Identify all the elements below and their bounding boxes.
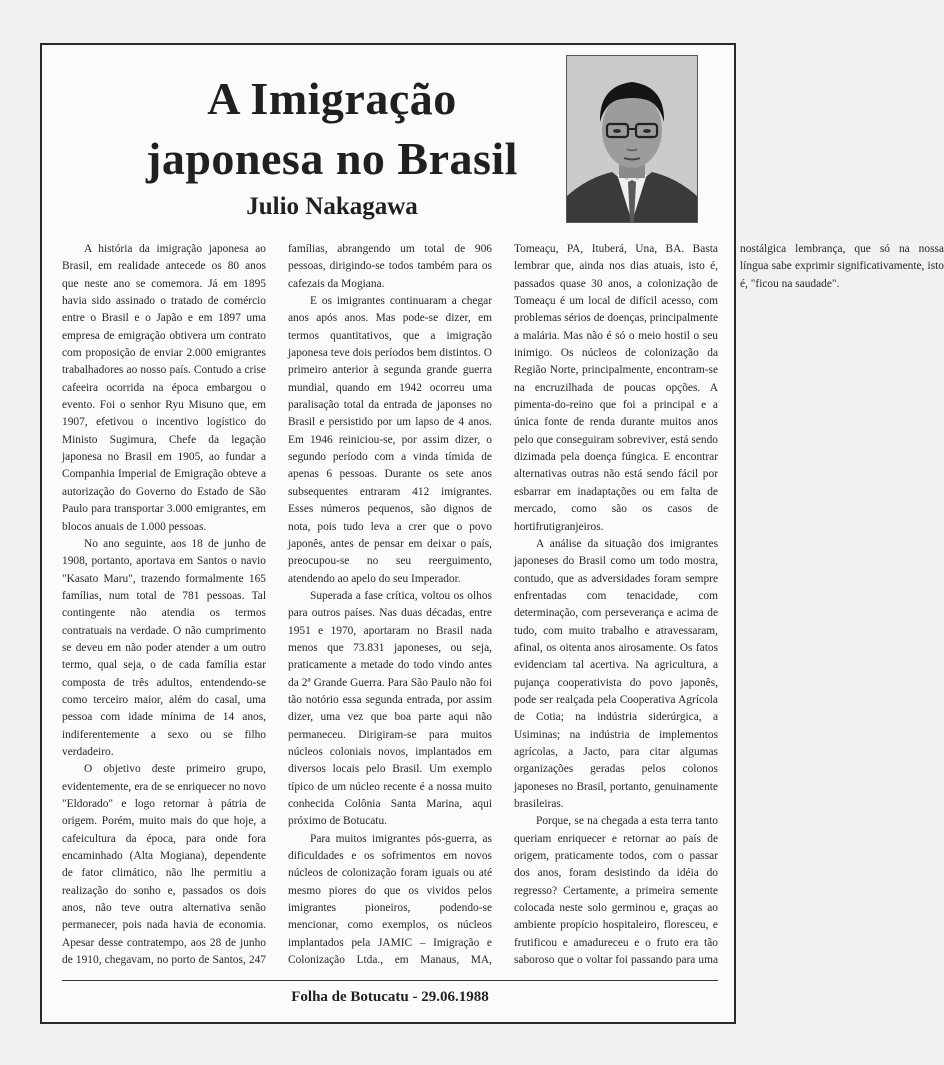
body-paragraph: O objetivo deste primeiro grupo, evidentemente, era de se enriquecer no novo "Eldorado" e logo retornar à pátria de origem. Porém, muito mais do que hoje, a cafeicultura da época, para onde fora encaminhado (Alta Mogiana), dependente de fator climático, não lhe permitiu a realização do sonho e, passados os dois anos, não teve outra alternativa senão permanecer, pois nada havia de economia. Apesar desse contratempo, aos 28 de junho de 1910, chegavam, no porto de Santos, 247 famílias, abrangendo um total de 906 pessoas, dirigindo-se todos também para os cafezais da Mogiana. (62, 243, 492, 967)
headline-line-1: A Imigração (207, 73, 457, 124)
body-paragraph: Superada a fase crítica, voltou os olhos para outros países. Nas duas décadas, entre 1951 e 1970, aportaram no Brasil nada menos que 73.831 japoneses, ou seja, praticamente a metade do todo vindo antes da 2ª Grande Guerra. Para São Paulo não foi tão notório essa segunda entrada, por assim dizer, uma vez que boa parte aqui não permaneceu. Dirigiram-se para muitos núcleos coloniais novos, implantados em diversos locais pelo Brasil. Um exemplo típico de um núcleo recente é a nossa muito conhecida Colônia Santa Marina, aqui próximo de Botucatu. (288, 589, 492, 828)
footer-divider (62, 980, 718, 981)
headline-line-2: japonesa no Brasil (146, 133, 518, 184)
author-name: Julio Nakagawa (246, 193, 418, 220)
article-body (62, 241, 944, 979)
title-block (82, 69, 582, 223)
body-paragraph: Para muitos imigrantes pós-guerra, as dificuldades e os sofrimentos em novos núcleos de colonização foram iguais ou até mesmo piores do que os vividos pelos imigrantes pioneiros, podendo-se mencionar, como exemplos, os núcleos implantados pela JAMIC – Imigração e Colonização Ltda., em Manaus, MA, Tomeaçu, PA, Ituberá, Una, BA. Basta lembrar que, ainda nos dias atuais, isto é, passados quase 30 anos, a colonização de Tomeaçu é um local de difícil acesso, com problemas sérios de doenças, principalmente a malária. Mas não é só o meio hostil o seu inimigo. Os núcleos de colonização da Região Norte, principalmente, encontram-se na encruzilhada de poucas opções. A pimenta-do-reino que foi a principal e a única fonte de renda durante muitos anos pelo que conseguiram sobreviver, está sendo dizimada pela doença fúngica. E encontrar alternativas outras não está sendo fácil por esbarrar em inadaptações ou em falta de mercado, como são os casos de hortifrutigranjeiros. (288, 243, 719, 967)
body-paragraph: E os imigrantes continuaram a chegar anos após anos. Mas pode-se dizer, em termos quantitativos, que a imigração japonesa teve dois períodos bem distintos. O primeiro anterior à segunda grande guerra mundial, quando em 1942 ocorreu uma paralisação total da entrada de japonses no Brasil e persistido por um lapso de 4 anos. Em 1946 reiniciou-se, por assim dizer, o segundo período com a vinda tímida de apenas 6 pessoas. Durante os sete anos subsequentes entraram 412 imigrantes. Esses números pequenos, são dignos de nota, pois tudo leva a crer que o povo japonês, antes de pensar em deixar o país, preocupou-se no seu reerguimento, atendendo ao apelo do seu Imperador. (288, 295, 492, 585)
author-photo (566, 55, 698, 223)
body-paragraph: A história da imigração japonesa ao Brasil, em realidade antecede os 80 anos que neste ano se comemora. Já em 1895 havia sido assinado o tratado de comércio entre o Brasil e o Japão e em 1897 uma empresa de emigração obtivera um contrato com proposição de enviar 2.000 emigrantes trabalhadores ao nosso país. Contudo a crise cafeeira ocorrida na época embargou o evento. Foi o senhor Ryu Misuno que, em 1907, efetivou o incentivo logístico do Ministo Sugimura, Chefe da legação japonesa no Brasil em 1905, ao fundar a Companhia Imperial de Emigração obteve a autorização do Governo do Estado de São Paulo para transportar 3.000 emigrantes, em blocos anuais de 1.000 pessoas. (62, 243, 266, 533)
body-paragraph: Porque, se na chegada a esta terra tanto queriam enriquecer e retornar ao país de origem, praticamente todos, com o passar dos anos, foram desistindo da idéia do regresso? Certamente, a primeira semente colocada neste solo germinou e, graças ao ambiente propício hospitaleiro, floresceu, e frutificou e amadureceu e o fruto era tão saboroso que o voltar foi passando para uma nostálgica lembrança, que só na nossa língua sabe exprimir significativamente, isto é, "ficou na saudade". (514, 243, 944, 967)
body-paragraph: No ano seguinte, aos 18 de junho de 1908, portanto, aportava em Santos o navio "Kasato Maru", trazendo formalmente 165 famílias, num total de 781 pessoas. Tal contingente não atendia os termos contratuais na verdade. O não cumprimento se deveu em não poder atender a um outro termo, qual seja, o de cada família estar composta de três adultos, entendendo-se como terceiro maior, além do casal, uma pessoa com idade mínima de 14 anos, indiferentemente a sexo ou se filho verdadeiro. (62, 537, 266, 758)
page-frame (40, 43, 944, 1024)
portrait-image (567, 56, 697, 222)
body-paragraph: A análise da situação dos imigrantes japoneses do Brasil como um todo mostra, contudo, que as adversidades foram sempre enfrentadas com tenacidade, com determinação, com perseverança e acima de tudo, com muito trabalho e atravessaram, afinal, os oitenta anos airosamente. Os fatos evidenciam tal acertiva. Na agricultura, a pujança cooperativista do povo japonês, pode ser realçada pela Cooperativa Agrícola de Cotia; na indústria siderúrgica, a Usiminas; na indústria de implementos agrícolas, a Jacto, para citar algumas organizações geradas pelos colonos japoneses no Brasil, portanto, genuinamente brasileiras. (514, 537, 718, 810)
source-citation: Folha de Botucatu - 29.06.1988 (291, 989, 489, 1005)
